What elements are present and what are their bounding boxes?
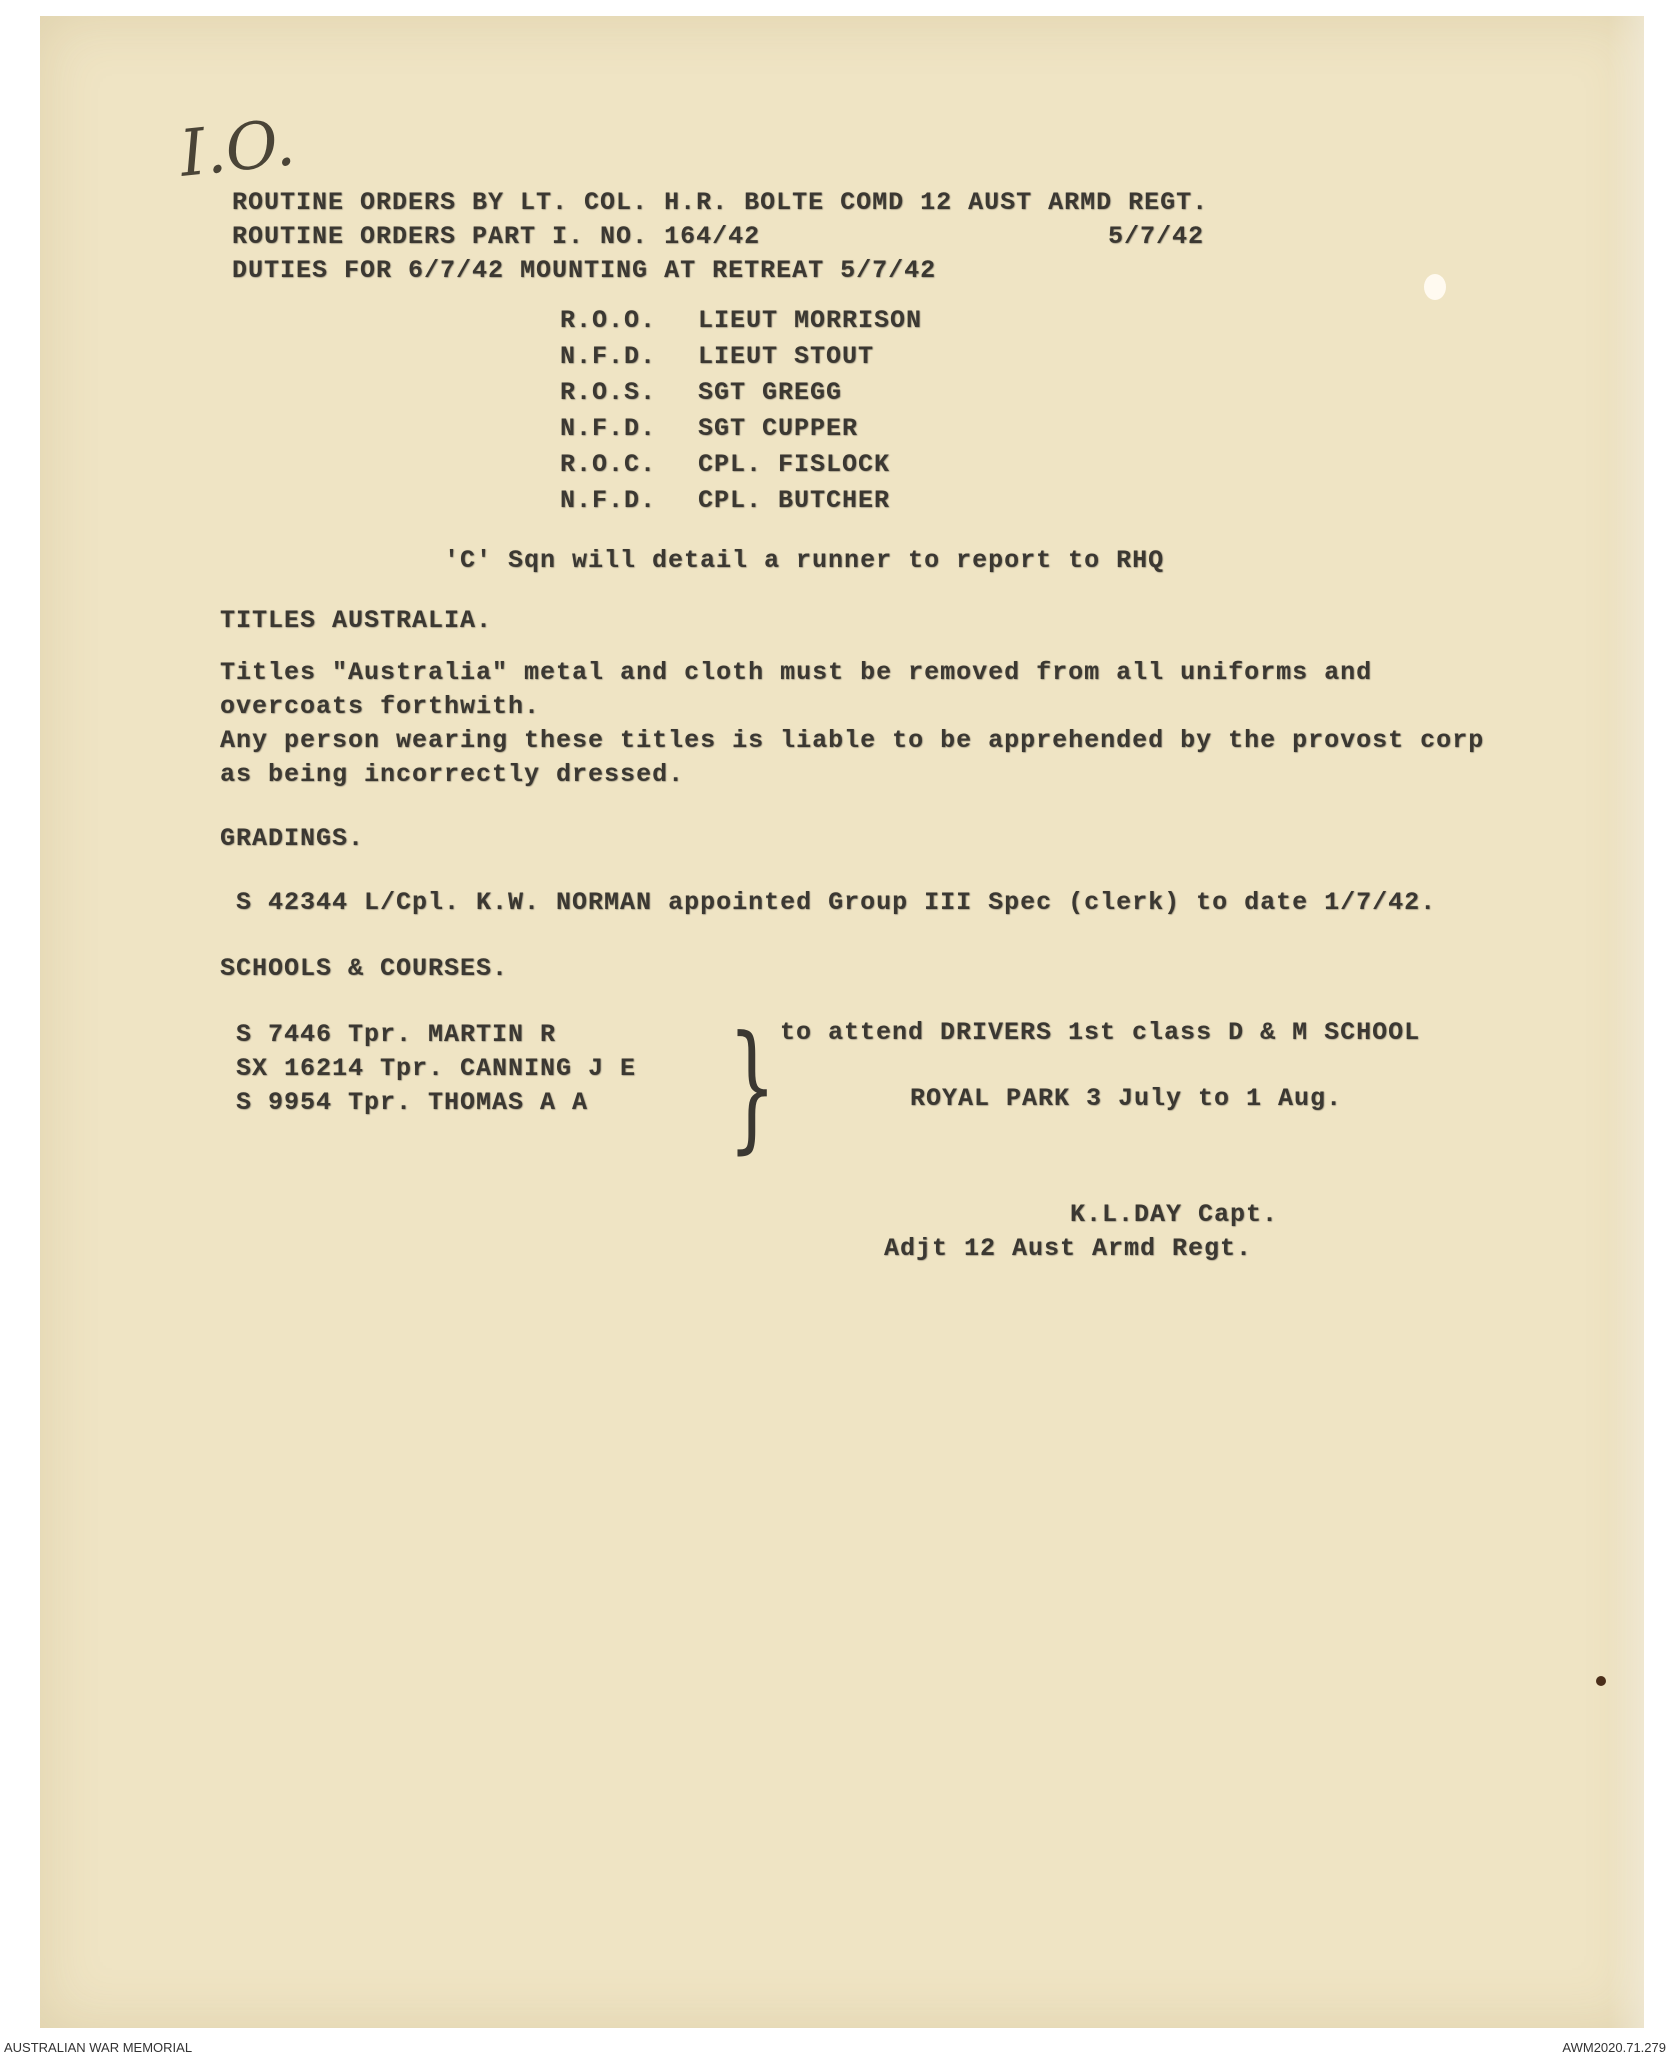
titles-heading: TITLES AUSTRALIA. xyxy=(220,606,493,635)
duty-role: N.F.D. xyxy=(560,342,657,371)
gradings-entry: S 42344 L/Cpl. K.W. NORMAN appointed Group III Spec (clerk) to date 1/7/42. xyxy=(236,888,1437,917)
document-page xyxy=(40,16,1644,2028)
header-line-3: DUTIES FOR 6/7/42 MOUNTING AT RETREAT 5/7/42 xyxy=(232,256,937,285)
duty-name: SGT GREGG xyxy=(698,378,843,407)
school-member: S 7446 Tpr. MARTIN R xyxy=(236,1020,557,1049)
paper-speck xyxy=(1424,274,1446,300)
titles-para1-line2: overcoats forthwith. xyxy=(220,692,541,721)
titles-para1-line1: Titles "Australia" metal and cloth must be removed from all uniforms and xyxy=(220,658,1373,687)
school-member: S 9954 Tpr. THOMAS A A xyxy=(236,1088,589,1117)
runner-note: 'C' Sqn will detail a runner to report to RHQ xyxy=(444,546,1165,575)
footer-right: AWM2020.71.279 xyxy=(1562,2040,1666,2055)
duty-name: LIEUT STOUT xyxy=(698,342,875,371)
titles-para2-line2: as being incorrectly dressed. xyxy=(220,760,685,789)
paper-speck xyxy=(1596,1676,1606,1686)
signature-title: Adjt 12 Aust Armd Regt. xyxy=(884,1234,1253,1263)
duty-role: R.O.O. xyxy=(560,306,657,335)
duty-role: R.O.C. xyxy=(560,450,657,479)
bracket-symbol: } xyxy=(728,1006,777,1167)
duty-name: SGT CUPPER xyxy=(698,414,859,443)
paper-edge xyxy=(1608,16,1644,2028)
header-line-1: ROUTINE ORDERS BY LT. COL. H.R. BOLTE COMD 12 AUST ARMD REGT. xyxy=(232,188,1209,217)
duty-name: LIEUT MORRISON xyxy=(698,306,923,335)
school-member: SX 16214 Tpr. CANNING J E xyxy=(236,1054,637,1083)
duty-name: CPL. FISLOCK xyxy=(698,450,891,479)
signature-name: K.L.DAY Capt. xyxy=(1070,1200,1279,1229)
handwritten-note: I.O. xyxy=(176,106,299,192)
gradings-heading: GRADINGS. xyxy=(220,824,365,853)
duty-name: CPL. BUTCHER xyxy=(698,486,891,515)
duty-role: N.F.D. xyxy=(560,486,657,515)
course-line-1: to attend DRIVERS 1st class D & M SCHOOL xyxy=(780,1018,1421,1047)
duty-role: N.F.D. xyxy=(560,414,657,443)
duty-role: R.O.S. xyxy=(560,378,657,407)
course-line-2: ROYAL PARK 3 July to 1 Aug. xyxy=(910,1084,1343,1113)
footer-left: AUSTRALIAN WAR MEMORIAL xyxy=(4,2040,193,2055)
header-line-2: ROUTINE ORDERS PART I. NO. 164/42 xyxy=(232,222,761,251)
header-line-2-date: 5/7/42 xyxy=(1108,222,1205,251)
schools-heading: SCHOOLS & COURSES. xyxy=(220,954,509,983)
titles-para2-line1: Any person wearing these titles is liable to be apprehended by the provost corp xyxy=(220,726,1485,755)
